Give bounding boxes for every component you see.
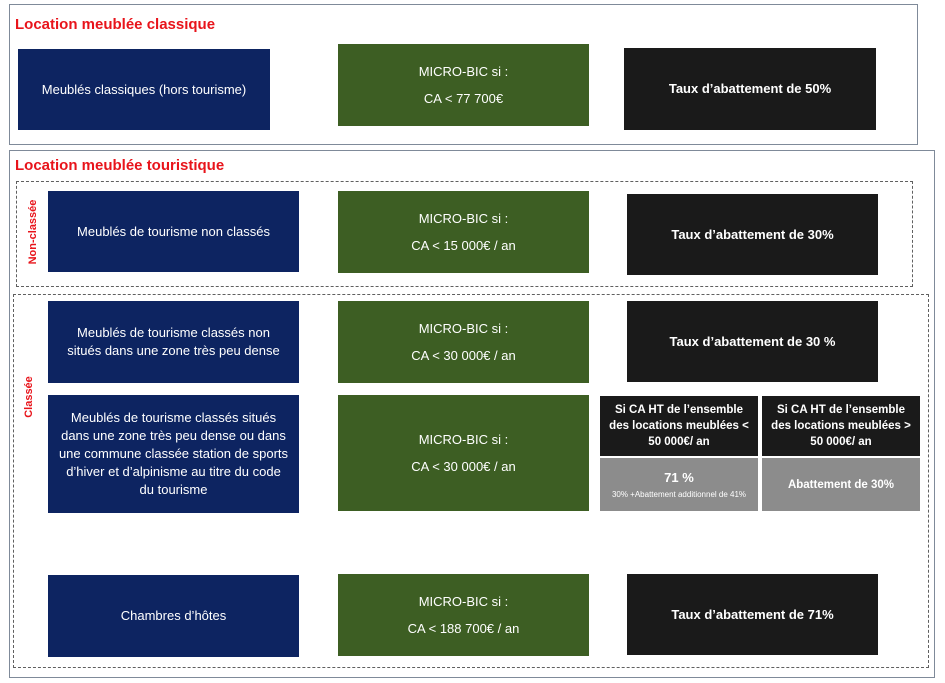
classee-row3-type-label: Chambres d’hôtes xyxy=(120,608,227,623)
classee-row3-regime-label: MICRO-BIC si : xyxy=(418,593,509,609)
classee-row3-seuil-label: CA < 188 700€ / an xyxy=(407,620,520,636)
classee-row1-regime-box xyxy=(338,301,589,383)
classee-row2-rate-low-detail: 30% +Abattement additionnel de 41% xyxy=(611,490,747,499)
touristique-title: Location meublée touristique xyxy=(15,157,225,174)
non-classee-seuil-label: CA < 15 000€ / an xyxy=(411,237,516,253)
classique-type-box xyxy=(18,49,270,130)
classique-seuil-label: CA < 77 700€ xyxy=(423,90,504,106)
non-classee-abattement-box xyxy=(627,194,878,275)
classee-row1-abattement-label: Taux d’abattement de 30 % xyxy=(669,333,836,349)
classee-row1-type-label: Meublés de tourisme classés non situés dans une zone très peu dense xyxy=(67,325,280,358)
classee-row2-type-box xyxy=(48,395,299,513)
classique-abattement-box xyxy=(624,48,876,130)
classee-row2-cond-low-box xyxy=(600,396,758,456)
classee-row2-regime-label: MICRO-BIC si : xyxy=(418,431,509,447)
classee-row2-regime-box xyxy=(338,395,589,511)
non-classee-label: Non-classée xyxy=(27,199,39,265)
classique-title: Location meublée classique xyxy=(15,16,216,33)
classee-row1-type-box xyxy=(48,301,299,383)
classique-regime-label: MICRO-BIC si : xyxy=(418,63,509,79)
classee-row2-rate-low-label: 71 % xyxy=(664,470,694,485)
classique-regime-box xyxy=(338,44,589,126)
classee-row2-seuil-label: CA < 30 000€ / an xyxy=(411,458,516,474)
classee-row2-cond-low-label: Si CA HT de l’ensemble des locations meublées < 50 000€/ an xyxy=(609,404,749,448)
classee-row2-type-label: Meublés de tourisme classés situés dans une zone très peu dense ou dans une commune classée station de sports d’hiver et d’alpinisme au titre du code du tourisme xyxy=(58,410,289,497)
classee-row3-abattement-label: Taux d’abattement de 71% xyxy=(671,606,834,622)
classee-row1-abattement-box xyxy=(627,301,878,382)
classee-row1-seuil-label: CA < 30 000€ / an xyxy=(411,347,516,363)
non-classee-regime-label: MICRO-BIC si : xyxy=(418,210,509,226)
classique-abattement-label: Taux d’abattement de 50% xyxy=(668,81,832,96)
classee-row3-abattement-box xyxy=(627,574,878,655)
classee-row1-regime-label: MICRO-BIC si : xyxy=(418,320,509,336)
classee-row2-rate-high-box xyxy=(762,458,920,511)
non-classee-type-box xyxy=(48,191,299,272)
classee-row2-cond-high-box xyxy=(762,396,920,456)
classee-row2-rate-high-label: Abattement de 30% xyxy=(787,478,895,491)
non-classee-regime-box xyxy=(338,191,589,273)
non-classee-abattement-label: Taux d’abattement de 30% xyxy=(671,226,834,242)
classee-row3-regime-box xyxy=(338,574,589,656)
classee-label: Classée xyxy=(23,376,35,418)
classee-row2-cond-high-label: Si CA HT de l’ensemble des locations meublées > 50 000€/ an xyxy=(771,404,911,448)
classique-type-label: Meublés classiques (hors tourisme) xyxy=(41,81,247,97)
classee-row2-rate-low-box xyxy=(600,458,758,511)
classee-row3-type-box xyxy=(48,575,299,657)
non-classee-type-label: Meublés de tourisme non classés xyxy=(77,223,270,239)
